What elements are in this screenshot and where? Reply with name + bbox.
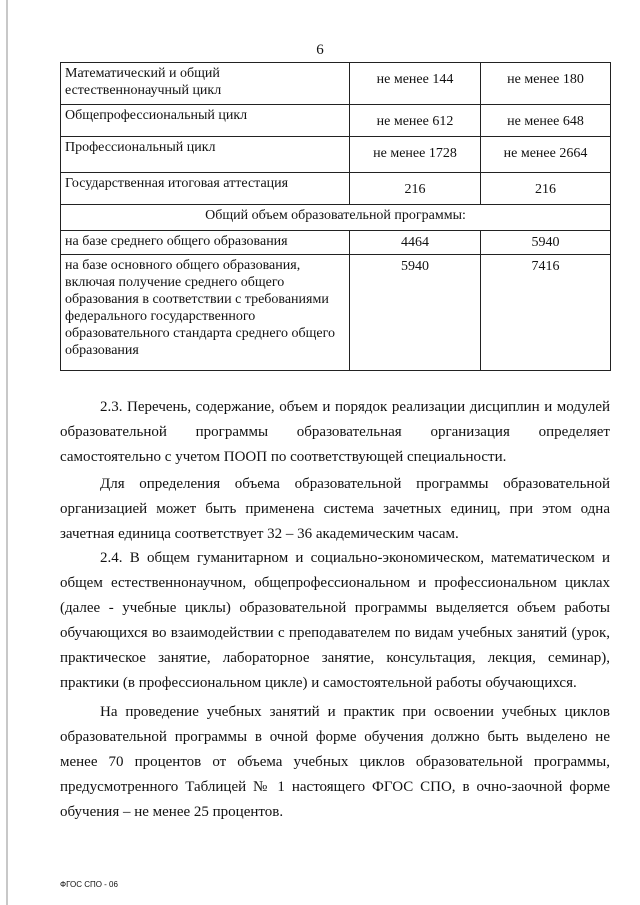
row-label: на базе основного общего образования, включая получение среднего общего образования в соответствии с требованиями федерального государственного образовательного стандарта среднего общего образования (61, 255, 350, 371)
paragraph-contact-hours: На проведение учебных занятий и практик при освоении учебных циклов образовательной программы в очной форме обучения должно быть выделено не менее 70 процентов от объема учебных циклов образовательной программы, предусмотренного Таблицей № 1 настоящего ФГОС СПО, в очно-заочной форме обучения – не менее 25 процентов. (60, 704, 610, 820)
footer-code: ФГОС СПО - 06 (60, 880, 118, 889)
row-value-1: не менее 1728 (350, 137, 481, 173)
row-value-2: 5940 (481, 231, 611, 255)
table-row (61, 255, 611, 371)
row-label: Математический и общий естественнонаучный цикл (61, 63, 350, 105)
row-value-1: 216 (350, 173, 481, 205)
row-value-2: 216 (481, 173, 611, 205)
table-row (61, 173, 611, 205)
row-value-1: не менее 612 (350, 105, 481, 137)
table-row (61, 63, 611, 105)
table-row (61, 231, 611, 255)
row-label: Общепрофессиональный цикл (61, 105, 350, 137)
row-label: на базе среднего общего образования (61, 231, 350, 255)
row-label: Профессиональный цикл (61, 137, 350, 173)
row-value-2: 7416 (481, 255, 611, 371)
table-row (61, 137, 611, 173)
paragraph-2-3: 2.3. Перечень, содержание, объем и порядок реализации дисциплин и модулей образовательной программы образовательная организация определяет самостоятельно с учетом ПООП по соответствующей специальности. (60, 399, 610, 465)
scan-edge-line (6, 0, 8, 905)
total-header: Общий объем образовательной программы: (61, 205, 611, 231)
page-number: 6 (316, 42, 324, 58)
requirements-table (60, 62, 611, 371)
table-row (61, 205, 611, 231)
table-row (61, 105, 611, 137)
row-value-2: не менее 2664 (481, 137, 611, 173)
row-value-1: 5940 (350, 255, 481, 371)
paragraph-2-4: 2.4. В общем гуманитарном и социально-экономическом, математическом и общем естественнонаучном, общепрофессиональном и профессиональном циклах (далее - учебные циклы) образовательной программы выделяется объем работы обучающихся во взаимодействии с преподавателем по видам учебных занятий (урок, практическое занятие, лабораторное занятие, консультация, лекция, семинар), практики (в профессиональном цикле) и самостоятельной работы обучающихся. (60, 550, 610, 691)
row-label: Государственная итоговая аттестация (61, 173, 350, 205)
paragraph-credit-units: Для определения объема образовательной программы образовательной организацией может быть применена система зачетных единиц, при этом одна зачетная единица соответствует 32 – 36 академическим часам. (60, 476, 610, 542)
row-value-1: 4464 (350, 231, 481, 255)
row-value-2: не менее 648 (481, 105, 611, 137)
row-value-1: не менее 144 (350, 63, 481, 105)
row-value-2: не менее 180 (481, 63, 611, 105)
